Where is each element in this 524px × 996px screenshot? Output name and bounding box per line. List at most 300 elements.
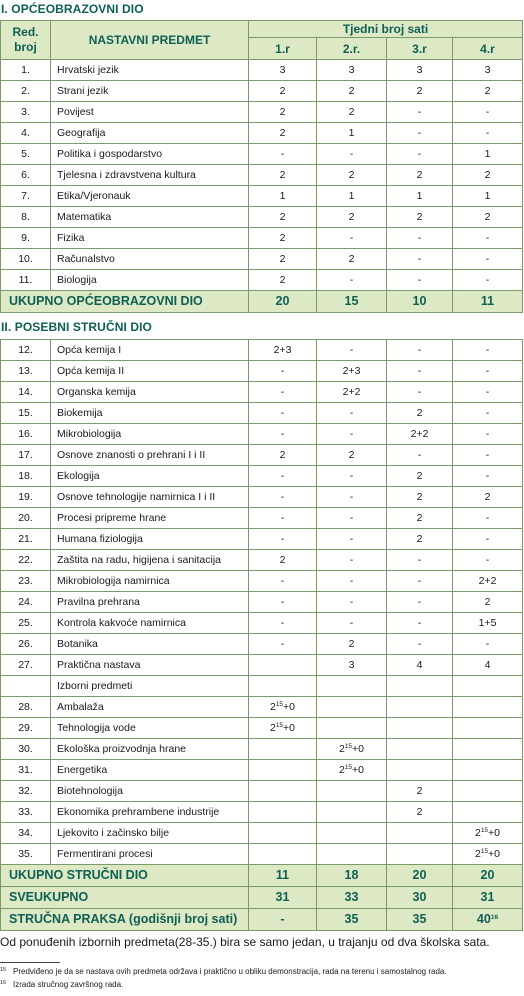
hours-year-3: 2 (387, 81, 453, 102)
total-year-4 (453, 887, 523, 909)
row-number: 16. (1, 424, 51, 445)
hours-year-3: - (387, 144, 453, 165)
hours-year-3: - (387, 445, 453, 466)
table-row (1, 403, 523, 424)
table-row (1, 529, 523, 550)
footnote-ref: 15 (480, 826, 489, 834)
hours-year-1: 2 (249, 270, 317, 291)
subject-name: Ljekovito i začinsko bilje (51, 823, 249, 844)
total-year-2 (317, 909, 387, 931)
hours-year-4: 3 (453, 60, 523, 81)
subject-name: Ambalaža (51, 697, 249, 718)
subject-name: Botanika (51, 634, 249, 655)
hours-year-1: - (249, 571, 317, 592)
hours-year-1: 2+3 (249, 340, 317, 361)
column-header-number: Red. broj (1, 21, 51, 60)
elective-note: Od ponuđenih izbornih predmeta(28-35.) bira se samo jedan, u trajanju od dva školska sata. (0, 935, 490, 949)
table-row (1, 613, 523, 634)
table-row (1, 144, 523, 165)
table-row (1, 424, 523, 445)
hours-year-4 (453, 718, 523, 739)
table-row (1, 102, 523, 123)
subject-name: Kontrola kakvoće namirnica (51, 613, 249, 634)
hours-year-3: 2 (387, 403, 453, 424)
hours-practice: +0 (352, 763, 365, 776)
hours-year-1: - (249, 382, 317, 403)
hours-year-2: 2 (317, 81, 387, 102)
row-number: 25. (1, 613, 51, 634)
row-number: 5. (1, 144, 51, 165)
total-year-2 (317, 291, 387, 313)
hours-year-3: - (387, 123, 453, 144)
hours-year-2: 3 (317, 655, 387, 676)
subject-name: Biologija (51, 270, 249, 291)
hours-year-1 (249, 802, 317, 823)
hours-practice: +0 (488, 847, 501, 860)
hours-year-3: - (387, 592, 453, 613)
hours-year-3: - (387, 634, 453, 655)
hours-year-1: 2 (249, 228, 317, 249)
footnote-16: 16 Izrada stručnog završnog rada. (0, 980, 124, 989)
hours-year-2 (317, 844, 387, 865)
row-number: 26. (1, 634, 51, 655)
hours-year-1: - (249, 592, 317, 613)
hours-year-4 (453, 739, 523, 760)
hours-year-2: 2+2 (317, 382, 387, 403)
hours-practice: +0 (488, 826, 501, 839)
hours-year-4 (453, 781, 523, 802)
elective-row (1, 781, 523, 802)
subject-name: Izborni predmeti (51, 676, 249, 697)
hours-year-1: 2 (249, 165, 317, 186)
hours-year-4: - (453, 382, 523, 403)
hours-year-4: - (453, 550, 523, 571)
hours-year-1: 2 (249, 445, 317, 466)
hours-year-4 (453, 802, 523, 823)
total-year-3 (387, 291, 453, 313)
hours-year-2: - (317, 550, 387, 571)
hours-year-4: - (453, 249, 523, 270)
elective-row (1, 718, 523, 739)
hours-year-3: - (387, 382, 453, 403)
hours-year-2 (317, 718, 387, 739)
table-row (1, 655, 523, 676)
hours-year-2: 2 (317, 634, 387, 655)
hours-year-1 (249, 844, 317, 865)
hours-year-1 (249, 760, 317, 781)
row-number: 19. (1, 487, 51, 508)
hours-year-4: 2 (453, 81, 523, 102)
hours-year-2: 2 (317, 445, 387, 466)
hours-year-3 (387, 697, 453, 718)
elective-row (1, 739, 523, 760)
row-number: 8. (1, 207, 51, 228)
hours-year-3: - (387, 102, 453, 123)
table-row (1, 676, 523, 697)
subject-name: Biotehnologija (51, 781, 249, 802)
hours-value: 2 (416, 784, 423, 797)
hours-year-2: - (317, 340, 387, 361)
subject-name: Ekologija (51, 466, 249, 487)
hours-year-1 (249, 655, 317, 676)
hours-year-1: - (249, 144, 317, 165)
subject-name: Ekonomika prehrambene industrije (51, 802, 249, 823)
table-row (1, 270, 523, 291)
total-value: 35 (412, 912, 427, 926)
hours-year-4 (453, 676, 523, 697)
row-number: 31. (1, 760, 51, 781)
table-row (1, 123, 523, 144)
hours-year-3: 2 (387, 508, 453, 529)
row-number: 21. (1, 529, 51, 550)
total-year-1 (249, 291, 317, 313)
hours-year-3: - (387, 228, 453, 249)
hours-year-1: - (249, 529, 317, 550)
hours-year-2: - (317, 487, 387, 508)
row-number: 6. (1, 165, 51, 186)
elective-row (1, 697, 523, 718)
hours-year-4: 2 (453, 207, 523, 228)
hours-year-4: - (453, 466, 523, 487)
elective-row (1, 823, 523, 844)
total-value: 15 (344, 294, 359, 308)
hours-value: 2 (269, 700, 276, 713)
hours-year-4 (453, 697, 523, 718)
hours-practice: +0 (352, 742, 365, 755)
hours-year-1: - (249, 361, 317, 382)
hours-year-2: - (317, 466, 387, 487)
subject-name: Procesi pripreme hrane (51, 508, 249, 529)
row-number: 35. (1, 844, 51, 865)
hours-year-4: - (453, 403, 523, 424)
table-row (1, 186, 523, 207)
section-2-title: II. POSEBNI STRUČNI DIO (1, 320, 152, 334)
hours-year-2: - (317, 571, 387, 592)
hours-year-1 (249, 823, 317, 844)
footnote-ref: 15 (344, 742, 353, 750)
hours-value: 2 (474, 826, 481, 839)
subject-name: Mikrobiologija namirnica (51, 571, 249, 592)
row-number: 3. (1, 102, 51, 123)
hours-year-3 (387, 718, 453, 739)
subject-name: Praktična nastava (51, 655, 249, 676)
hours-year-1: - (249, 466, 317, 487)
footnote-ref: 15 (275, 721, 284, 729)
row-number (1, 676, 51, 697)
row-number: 30. (1, 739, 51, 760)
hours-year-2: - (317, 508, 387, 529)
table-row (1, 634, 523, 655)
hours-year-4 (453, 844, 523, 865)
hours-year-1: - (249, 634, 317, 655)
hours-year-2: 2 (317, 165, 387, 186)
hours-year-1: - (249, 424, 317, 445)
total-year-2 (317, 865, 387, 887)
row-number: 7. (1, 186, 51, 207)
footnote-separator (0, 962, 60, 963)
total-value: 18 (344, 868, 359, 882)
hours-year-3: 2+2 (387, 424, 453, 445)
row-number: 20. (1, 508, 51, 529)
table-row (1, 508, 523, 529)
total-value: 20 (412, 868, 427, 882)
row-number: 4. (1, 123, 51, 144)
hours-year-4: - (453, 270, 523, 291)
table-row (1, 207, 523, 228)
row-number: 12. (1, 340, 51, 361)
total-value: 31 (480, 890, 495, 904)
hours-year-4: - (453, 634, 523, 655)
subject-name: Politika i gospodarstvo (51, 144, 249, 165)
hours-year-2: - (317, 270, 387, 291)
row-number: 24. (1, 592, 51, 613)
row-number: 29. (1, 718, 51, 739)
subject-name: Računalstvo (51, 249, 249, 270)
elective-row (1, 802, 523, 823)
hours-year-4: 2 (453, 487, 523, 508)
total-label: UKUPNO STRUČNI DIO (1, 865, 249, 887)
hours-year-1 (249, 718, 317, 739)
subject-name: Hrvatski jezik (51, 60, 249, 81)
row-number: 28. (1, 697, 51, 718)
hours-year-4: 1 (453, 186, 523, 207)
subject-name: Osnove tehnologije namirnica I i II (51, 487, 249, 508)
hours-year-4: 2 (453, 165, 523, 186)
subject-name: Opća kemija I (51, 340, 249, 361)
row-number: 27. (1, 655, 51, 676)
table-row (1, 466, 523, 487)
subject-name: Opća kemija II (51, 361, 249, 382)
total-year-4 (453, 909, 523, 931)
hours-year-1: 2 (249, 249, 317, 270)
total-label: SVEUKUPNO (1, 887, 249, 909)
row-number: 10. (1, 249, 51, 270)
hours-year-3 (387, 781, 453, 802)
column-header-year-2: 2.r. (317, 38, 387, 60)
footnote-ref: 15 (480, 847, 489, 855)
table-row (1, 361, 523, 382)
table-row (1, 382, 523, 403)
hours-practice: +0 (283, 700, 296, 713)
table-row (1, 487, 523, 508)
hours-year-1: 2 (249, 102, 317, 123)
table-row (1, 81, 523, 102)
row-number: 14. (1, 382, 51, 403)
hours-year-1: - (249, 487, 317, 508)
hours-practice: +0 (283, 721, 296, 734)
hours-year-1 (249, 781, 317, 802)
column-header-year-4: 4.r (453, 38, 523, 60)
hours-year-2 (317, 676, 387, 697)
total-year-1 (249, 887, 317, 909)
hours-year-4: - (453, 361, 523, 382)
hours-year-1 (249, 676, 317, 697)
row-number: 34. (1, 823, 51, 844)
hours-year-3: - (387, 249, 453, 270)
hours-year-3: 3 (387, 60, 453, 81)
table-row (1, 571, 523, 592)
hours-year-2 (317, 739, 387, 760)
subject-name: Fizika (51, 228, 249, 249)
subject-name: Osnove znanosti o prehrani I i II (51, 445, 249, 466)
hours-year-1: 2 (249, 207, 317, 228)
hours-year-3: - (387, 550, 453, 571)
subject-name: Matematika (51, 207, 249, 228)
hours-year-2: 2 (317, 207, 387, 228)
row-number: 23. (1, 571, 51, 592)
hours-year-4: 2 (453, 592, 523, 613)
table-row (1, 165, 523, 186)
hours-year-4: - (453, 228, 523, 249)
row-number: 18. (1, 466, 51, 487)
hours-year-2: 2+3 (317, 361, 387, 382)
column-header-weekly-hours: Tjedni broj sati (249, 21, 523, 38)
hours-year-2 (317, 823, 387, 844)
hours-year-2: - (317, 529, 387, 550)
table-row (1, 60, 523, 81)
hours-year-4: 2+2 (453, 571, 523, 592)
elective-row (1, 844, 523, 865)
hours-year-2: 3 (317, 60, 387, 81)
hours-year-3: 2 (387, 529, 453, 550)
hours-year-3: 2 (387, 487, 453, 508)
table-row (1, 550, 523, 571)
total-label: UKUPNO OPĆEOBRAZOVNI DIO (1, 291, 249, 313)
total-year-3 (387, 865, 453, 887)
professional-subjects-table (0, 339, 523, 931)
column-header-subject: NASTAVNI PREDMET (51, 21, 249, 60)
subject-name: Strani jezik (51, 81, 249, 102)
total-year-3 (387, 887, 453, 909)
subject-name: Tehnologija vode (51, 718, 249, 739)
total-year-1 (249, 909, 317, 931)
total-year-2 (317, 887, 387, 909)
hours-year-2: - (317, 403, 387, 424)
table-row (1, 340, 523, 361)
footnote-ref: 15 (344, 763, 353, 771)
subject-name: Ekološka proizvodnja hrane (51, 739, 249, 760)
total-row-general (1, 291, 523, 313)
total-value: 33 (344, 890, 359, 904)
total-row-0 (1, 865, 523, 887)
hours-year-4: - (453, 445, 523, 466)
row-number: 17. (1, 445, 51, 466)
hours-year-2: 2 (317, 102, 387, 123)
hours-year-1: - (249, 613, 317, 634)
subject-name: Povijest (51, 102, 249, 123)
hours-year-1: 2 (249, 123, 317, 144)
subject-name: Geografija (51, 123, 249, 144)
row-number: 13. (1, 361, 51, 382)
hours-year-2: - (317, 592, 387, 613)
hours-year-3 (387, 760, 453, 781)
hours-year-3: - (387, 361, 453, 382)
hours-year-1: 1 (249, 186, 317, 207)
subject-name: Fermentirani procesi (51, 844, 249, 865)
hours-year-4: - (453, 123, 523, 144)
hours-year-3: - (387, 340, 453, 361)
subject-name: Mikrobiologija (51, 424, 249, 445)
hours-year-2: - (317, 228, 387, 249)
hours-year-3: - (387, 571, 453, 592)
hours-value: 2 (416, 805, 423, 818)
hours-year-3: 2 (387, 466, 453, 487)
subject-name: Pravilna prehrana (51, 592, 249, 613)
hours-year-4: 1 (453, 144, 523, 165)
hours-year-4 (453, 823, 523, 844)
section-1-title: I. OPĆEOBRAZOVNI DIO (1, 2, 144, 16)
hours-year-1 (249, 697, 317, 718)
total-value: 20 (480, 868, 495, 882)
hours-year-4: - (453, 424, 523, 445)
hours-year-2: 1 (317, 123, 387, 144)
hours-year-4: - (453, 102, 523, 123)
elective-row (1, 760, 523, 781)
row-number: 33. (1, 802, 51, 823)
total-year-4 (453, 291, 523, 313)
hours-year-4: - (453, 340, 523, 361)
total-value: 11 (480, 294, 495, 308)
hours-year-3: 1 (387, 186, 453, 207)
subject-name: Etika/Vjeronauk (51, 186, 249, 207)
footnote-ref: 16 (490, 914, 499, 921)
hours-year-2 (317, 802, 387, 823)
hours-year-3 (387, 676, 453, 697)
hours-year-3: - (387, 613, 453, 634)
hours-year-2 (317, 697, 387, 718)
row-number: 15. (1, 403, 51, 424)
column-header-year-3: 3.r (387, 38, 453, 60)
total-value: 20 (275, 294, 290, 308)
hours-year-1: - (249, 508, 317, 529)
hours-year-1 (249, 739, 317, 760)
table-row (1, 228, 523, 249)
subject-name: Humana fiziologija (51, 529, 249, 550)
hours-value: 2 (338, 763, 345, 776)
hours-year-3: 2 (387, 165, 453, 186)
hours-year-4: 1+5 (453, 613, 523, 634)
hours-year-2: - (317, 613, 387, 634)
total-row-1 (1, 887, 523, 909)
total-value: 30 (412, 890, 427, 904)
hours-year-1: 2 (249, 81, 317, 102)
hours-year-1: - (249, 403, 317, 424)
hours-value: 2 (338, 742, 345, 755)
hours-value: 2 (269, 721, 276, 734)
hours-year-4: - (453, 529, 523, 550)
hours-year-3 (387, 739, 453, 760)
table-row (1, 445, 523, 466)
hours-year-4: 4 (453, 655, 523, 676)
row-number: 11. (1, 270, 51, 291)
hours-year-3: 4 (387, 655, 453, 676)
hours-year-2: - (317, 144, 387, 165)
hours-year-3: - (387, 270, 453, 291)
hours-year-3 (387, 823, 453, 844)
subject-name: Zaštita na radu, higijena i sanitacija (51, 550, 249, 571)
column-header-year-1: 1.r (249, 38, 317, 60)
row-number: 1. (1, 60, 51, 81)
hours-year-3: 2 (387, 207, 453, 228)
hours-year-3 (387, 802, 453, 823)
subject-name: Organska kemija (51, 382, 249, 403)
hours-year-2: 1 (317, 186, 387, 207)
total-year-3 (387, 909, 453, 931)
hours-year-2: - (317, 424, 387, 445)
total-year-4 (453, 865, 523, 887)
hours-year-3 (387, 844, 453, 865)
total-year-1 (249, 865, 317, 887)
